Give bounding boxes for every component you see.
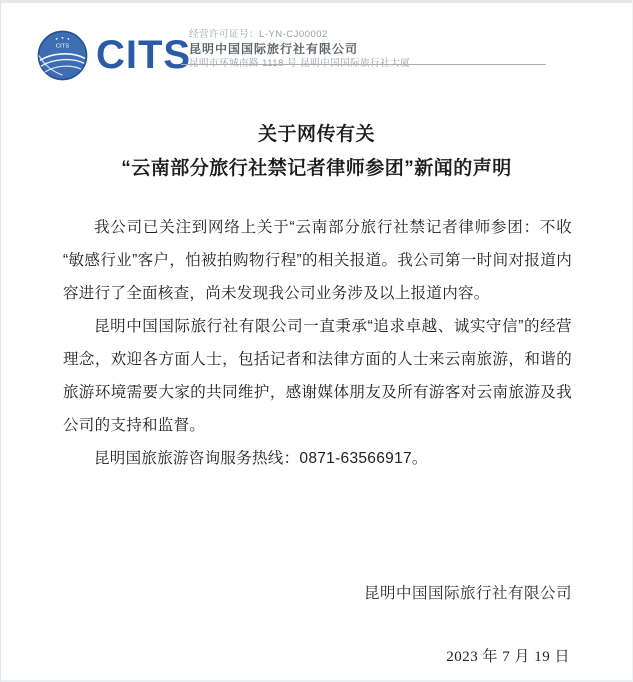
paragraph-hotline: 昆明国旅旅游咨询服务热线：0871-63566917。: [94, 450, 428, 467]
letterhead-divider: [181, 64, 546, 65]
document-title: [1, 118, 632, 186]
document-date: 2023 年 7 月 19 日: [446, 649, 570, 665]
cits-logo-text: CITS: [96, 33, 192, 77]
title-line-1: 关于网传有关: [257, 124, 375, 145]
svg-text:CITS: CITS: [55, 43, 70, 50]
title-line-2: “云南部分旅行社禁记者律师参团”新闻的声明: [121, 158, 512, 179]
statement-body: [63, 211, 572, 475]
page-top-edge: [1, 0, 632, 3]
globe-icon: [37, 30, 88, 81]
letterhead-address: 昆明市环城南路 1118 号 昆明中国国际旅行社大厦: [189, 58, 411, 69]
signature-company-name: 昆明中国国际旅行社有限公司: [363, 585, 572, 602]
cits-logo: [37, 30, 191, 81]
letterhead-company-name: 昆明中国国际旅行社有限公司: [189, 42, 359, 56]
paragraph-company-values: 昆明中国国际旅行社有限公司一直秉承“追求卓越、诚实守信”的经营理念，欢迎各方面人士，包括记者和法律方面的人士来云南旅游，和谐的旅游环境需要大家的共同维护，感谢媒体朋友及所有游客对云南旅游及我公司的支持和监督。: [63, 318, 572, 434]
paragraph-report-check: 我公司已关注到网络上关于“云南部分旅行社禁记者律师参团：不收“敏感行业”客户，怕被拍购物行程”的相关报道。我公司第一时间对报道内容进行了全面核查，尚未发现我公司业务涉及以上报道内容。: [63, 219, 572, 302]
license-number: 经营许可证号：L-YN-CJ00002: [189, 29, 328, 40]
letterhead: [37, 28, 596, 84]
